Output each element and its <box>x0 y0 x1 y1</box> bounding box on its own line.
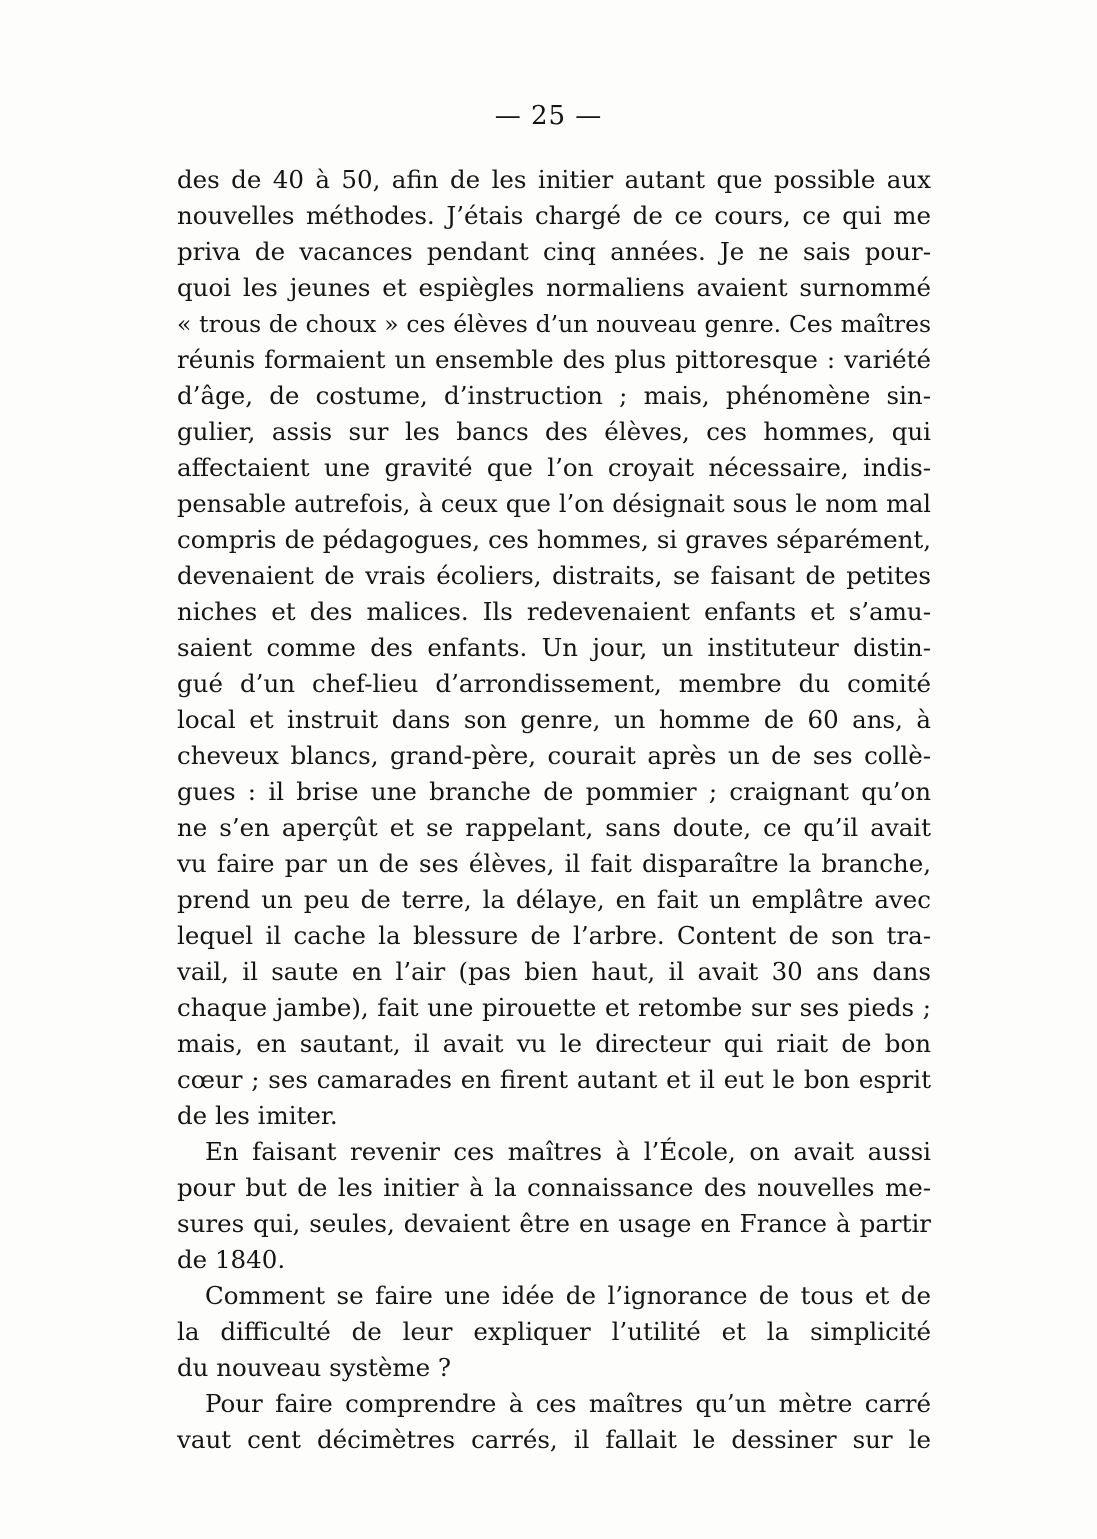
text-line: sures qui, seules, devaient être en usage en France à partir <box>177 1209 931 1238</box>
text-line: vu faire par un de ses élèves, il fait disparaître la branche, <box>177 849 931 878</box>
text-line: d’âge, de costume, d’instruction ; mais, phénomène sin- <box>177 381 931 410</box>
text-line: ne s’en aperçût et se rappelant, sans doute, ce qu’il avait <box>177 813 931 842</box>
page-number: — 25 — <box>494 101 603 131</box>
text-line: réunis formaient un ensemble des plus pittoresque : variété <box>177 345 931 374</box>
text-line: gues : il brise une branche de pommier ; craignant qu’on <box>177 777 931 806</box>
body-text <box>177 162 931 1458</box>
text-line: la difficulté de leur expliquer l’utilité et la simplicité <box>177 1317 931 1346</box>
paragraph <box>177 1278 931 1386</box>
text-line: de les imiter. <box>177 1101 338 1130</box>
text-line: pensable autrefois, à ceux que l’on désignait sous le nom mal <box>177 490 931 518</box>
text-line: prend un peu de terre, la délaye, en fait un emplâtre avec <box>177 885 931 914</box>
text-line: des de 40 à 50, afin de les initier autant que possible aux <box>177 165 931 194</box>
text-line: affectaient une gravité que l’on croyait nécessaire, indis- <box>177 453 931 482</box>
text-line: vaut cent décimètres carrés, il fallait le dessiner sur le <box>177 1425 931 1454</box>
text-line: gué d’un chef-lieu d’arrondissement, membre du comité <box>177 669 931 698</box>
text-line: saient comme des enfants. Un jour, un instituteur distin- <box>177 633 931 662</box>
text-line: vail, il saute en l’air (pas bien haut, il avait 30 ans dans <box>177 957 931 986</box>
text-line: chaque jambe), fait une pirouette et retombe sur ses pieds ; <box>177 993 931 1022</box>
text-line: pour but de les initier à la connaissance des nouvelles me- <box>177 1173 931 1202</box>
text-line: cheveux blancs, grand-père, courait après un de ses collè- <box>177 741 931 770</box>
text-line: devenaient de vrais écoliers, distraits, se faisant de petites <box>177 561 931 590</box>
text-line: local et instruit dans son genre, un homme de 60 ans, à <box>177 705 931 734</box>
text-line: du nouveau système ? <box>177 1353 452 1382</box>
text-line: lequel il cache la blessure de l’arbre. Content de son tra- <box>177 921 931 950</box>
text-line: Pour faire comprendre à ces maîtres qu’un mètre carré <box>205 1389 931 1418</box>
text-line: cœur ; ses camarades en firent autant et il eut le bon esprit <box>177 1065 931 1094</box>
paragraph <box>177 1134 931 1278</box>
text-line: gulier, assis sur les bancs des élèves, ces hommes, qui <box>177 417 931 446</box>
text-line: nouvelles méthodes. J’étais chargé de ce cours, ce qui me <box>177 201 931 230</box>
text-line: « trous de choux » ces élèves d’un nouveau genre. Ces maîtres <box>177 310 931 338</box>
text-line: En faisant revenir ces maîtres à l’École, on avait aussi <box>205 1137 931 1166</box>
text-line: quoi les jeunes et espiègles normaliens avaient surnommé <box>177 273 931 302</box>
text-line: priva de vacances pendant cinq années. Je ne sais pour- <box>177 237 931 266</box>
text-line: compris de pédagogues, ces hommes, si graves séparément, <box>177 525 931 554</box>
paragraph <box>177 162 931 1134</box>
paragraph <box>177 1386 931 1458</box>
text-line: Comment se faire une idée de l’ignorance de tous et de <box>205 1281 931 1310</box>
text-line: de 1840. <box>177 1245 286 1274</box>
text-line: niches et des malices. Ils redevenaient enfants et s’amu- <box>177 597 931 626</box>
text-line: mais, en sautant, il avait vu le directeur qui riait de bon <box>177 1029 931 1058</box>
